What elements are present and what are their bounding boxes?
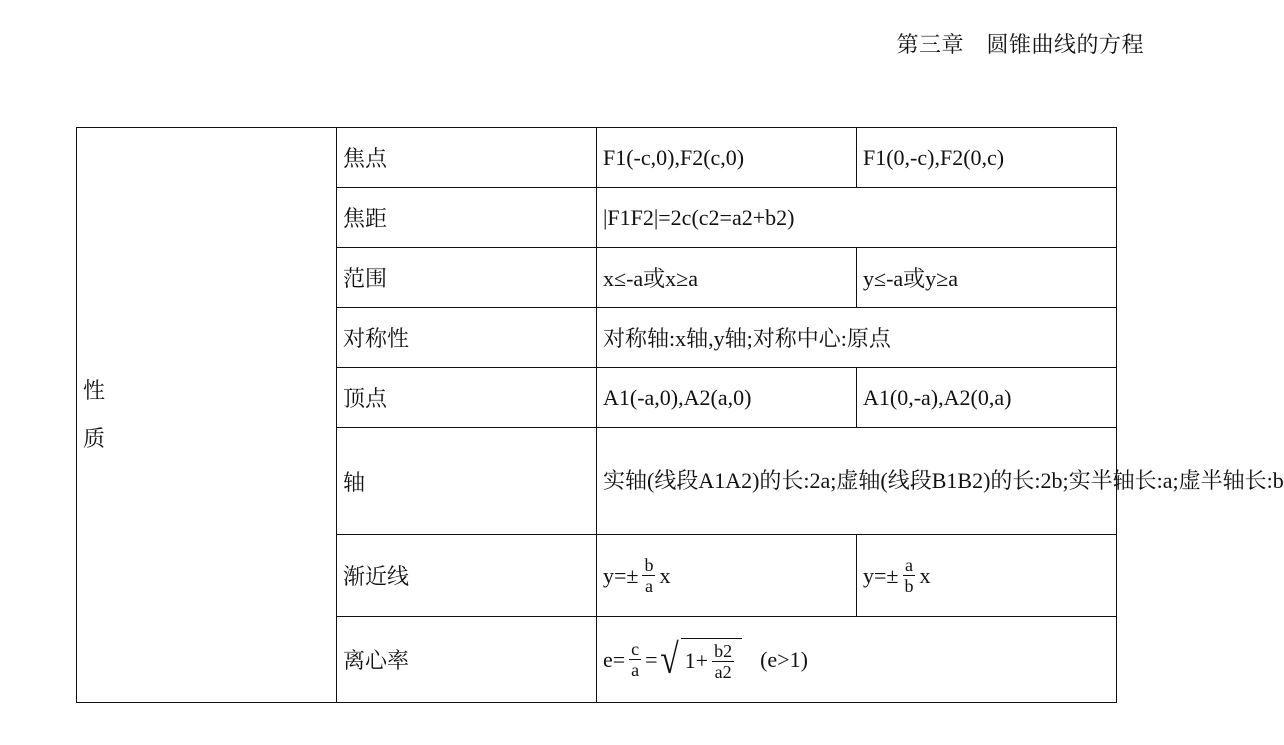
focus-y-axis-cell: F1(0,-c),F2(0,c) [857, 128, 1117, 188]
fraction-denominator: b [904, 576, 914, 596]
asymptote-lhs: y=± [863, 562, 899, 588]
fraction-numerator: c [631, 639, 640, 659]
eccentricity-cell [597, 617, 1117, 703]
row-label-symmetry: 对称性 [337, 308, 597, 368]
asymptote-fraction [642, 555, 655, 596]
chapter-title: 第三章 圆锥曲线的方程 [896, 33, 1144, 58]
row-label-vertex: 顶点 [337, 368, 597, 428]
row-label-eccentricity: 离心率 [337, 617, 597, 703]
axis-cell: 实轴(线段A1A2)的长:2a;虚轴(线段B1B2)的长:2b;实半轴长:a;虚半轴长:b [597, 428, 1117, 535]
square-root [658, 638, 742, 682]
table-row [77, 128, 1117, 188]
fraction-numerator: a [904, 555, 913, 575]
asymptote-rhs: x [919, 562, 931, 588]
radicand [681, 638, 742, 682]
radicand-one: 1+ [684, 648, 709, 673]
asymptote-y-axis-cell [857, 535, 1117, 617]
row-label-asymptote: 渐近线 [337, 535, 597, 617]
vertex-x-axis-cell: A1(-a,0),A2(a,0) [597, 368, 857, 428]
eccentricity-condition: (e>1) [760, 646, 808, 672]
range-x-axis-cell: x≤-a或x≥a [597, 248, 857, 308]
vertex-y-axis-cell: A1(0,-a),A2(0,a) [857, 368, 1117, 428]
asymptote-rhs: x [659, 562, 671, 588]
group-label-char: 性 [83, 378, 106, 403]
fraction-numerator: b2 [714, 640, 733, 661]
row-label-focal-distance: 焦距 [337, 188, 597, 248]
radical-sign: √ [659, 636, 679, 683]
eccentricity-lhs: e= [603, 646, 626, 672]
radicand-fraction [712, 641, 734, 682]
asymptote-fraction [902, 555, 915, 596]
row-label-axis: 轴 [337, 428, 597, 535]
symmetry-cell: 对称轴:x轴,y轴;对称中心:原点 [597, 308, 1117, 368]
fraction-denominator: a [644, 576, 653, 596]
asymptote-x-axis-cell [597, 535, 857, 617]
fraction-denominator: a2 [714, 661, 732, 682]
hyperbola-properties-table [76, 127, 1284, 703]
focal-distance-cell: |F1F2|=2c(c2=a2+b2) [597, 188, 1117, 248]
row-label-range: 范围 [337, 248, 597, 308]
row-label-focus: 焦点 [337, 128, 597, 188]
group-label-char: 质 [83, 426, 106, 451]
eccentricity-equals: = [645, 646, 658, 672]
asymptote-lhs: y=± [603, 562, 639, 588]
fraction-denominator: a [631, 660, 640, 680]
focus-x-axis-cell: F1(-c,0),F2(c,0) [597, 128, 857, 188]
range-y-axis-cell: y≤-a或y≥a [857, 248, 1117, 308]
eccentricity-fraction [629, 639, 641, 680]
fraction-numerator: b [644, 555, 654, 575]
group-label-cell [77, 128, 337, 703]
